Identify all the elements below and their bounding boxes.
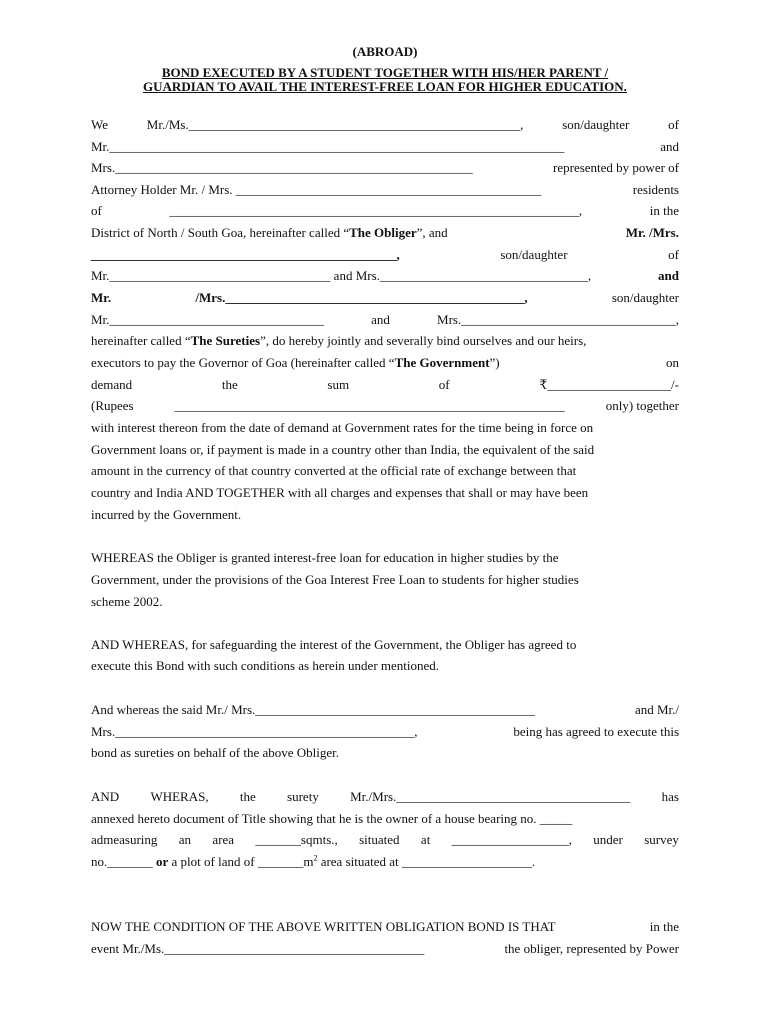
para1-line-13: demand the sum of ₹___________________/- [91,377,679,392]
para6-line-1: NOW THE CONDITION OF THE ABOVE WRITTEN OBLIGATION BOND IS THAT in the [91,919,679,934]
para1-line-1: We Mr./Ms.___________________________________________________, son/daughter of [91,117,679,132]
para6-line-2: event Mr./Ms.________________________________________ the obliger, represented by Power [91,941,679,956]
para2-line-1: WHEREAS the Obliger is granted interest-free loan for education in higher studies by the [91,550,559,565]
para1-line-3: Mrs._______________________________________________________ represented by power of [91,160,679,175]
abroad-heading: (ABROAD) [352,44,418,59]
para4-line-3: bond as sureties on behalf of the above Obliger. [91,745,340,760]
para1-line-11: hereinafter called “The Sureties”, do hereby jointly and severally bind ourselves and our heirs, [91,333,587,348]
para5-line-4: no._______ or a plot of land of $\_\_\_\_\_\_\_m^2$ area situated at ____________________. [91,853,536,869]
para1-line-7: _______________________________________________, son/daughter of [91,247,679,262]
para3-line-1: AND WHEREAS, for safeguarding the interest of the Government, the Obliger has agreed to [91,637,577,652]
para3-line-2: execute this Bond with such conditions as herein under mentioned. [91,658,440,673]
para1-line-2: Mr.______________________________________________________________________ and [91,139,679,154]
government-term: The Government [394,355,490,370]
obliger-term: The Obliger [349,225,417,240]
para5-line-2: annexed hereto document of Title showing that he is the owner of a house bearing no. _____ [91,811,573,826]
bond-title-line-1: BOND EXECUTED BY A STUDENT TOGETHER WITH HIS/HER PARENT / [161,65,609,80]
para4-line-2: Mrs.______________________________________________, being has agreed to execute this [91,724,679,739]
para1-line-18: country and India AND TOGETHER with all charges and expenses that shall or may have been [91,485,589,500]
para1-line-19: incurred by the Government. [91,507,242,522]
bond-title-line-2: GUARDIAN TO AVAIL THE INTEREST-FREE LOAN FOR HIGHER EDUCATION. [143,79,627,94]
para2-line-2: Government, under the provisions of the Goa Interest Free Loan to students for higher studies [91,572,579,587]
sureties-term: The Sureties [190,333,261,348]
para4-line-1: And whereas the said Mr./ Mrs.___________________________________________ and Mr./ [91,702,679,717]
para1-line-6: District of North / South Goa, hereinafter called “The Obliger”, and Mr. /Mrs. [91,225,679,240]
para1-line-14: (Rupees ____________________________________________________________ only) together [91,398,679,413]
para5-line-1: AND WHERAS, the surety Mr./Mrs.____________________________________ has [91,789,679,804]
para1-line-16: Government loans or, if payment is made in a country other than India, the equivalent of the said [91,442,595,457]
para5-line-3: admeasuring an area _______sqmts., situated at __________________, under survey [91,832,679,847]
para1-line-4: Attorney Holder Mr. / Mrs. _______________________________________________ residents [91,182,679,197]
para1-line-17: amount in the currency of that country converted at the official rate of exchange between that [91,463,577,478]
para1-line-9: Mr. /Mrs.______________________________________________, son/daughter [91,290,679,305]
para1-line-5: of _______________________________________________________________, in the [91,203,679,218]
para1-line-12: executors to pay the Governor of Goa (hereinafter called “The Government”) on [91,355,679,370]
para1-line-10: Mr._________________________________ and Mrs._________________________________, [91,312,679,327]
para1-line-8: Mr.__________________________________ and Mrs.________________________________, and [91,268,679,283]
bond-title [0,66,770,94]
para1-line-15: with interest thereon from the date of demand at Government rates for the time being in force on [91,420,594,435]
para2-line-3: scheme 2002. [91,594,163,609]
